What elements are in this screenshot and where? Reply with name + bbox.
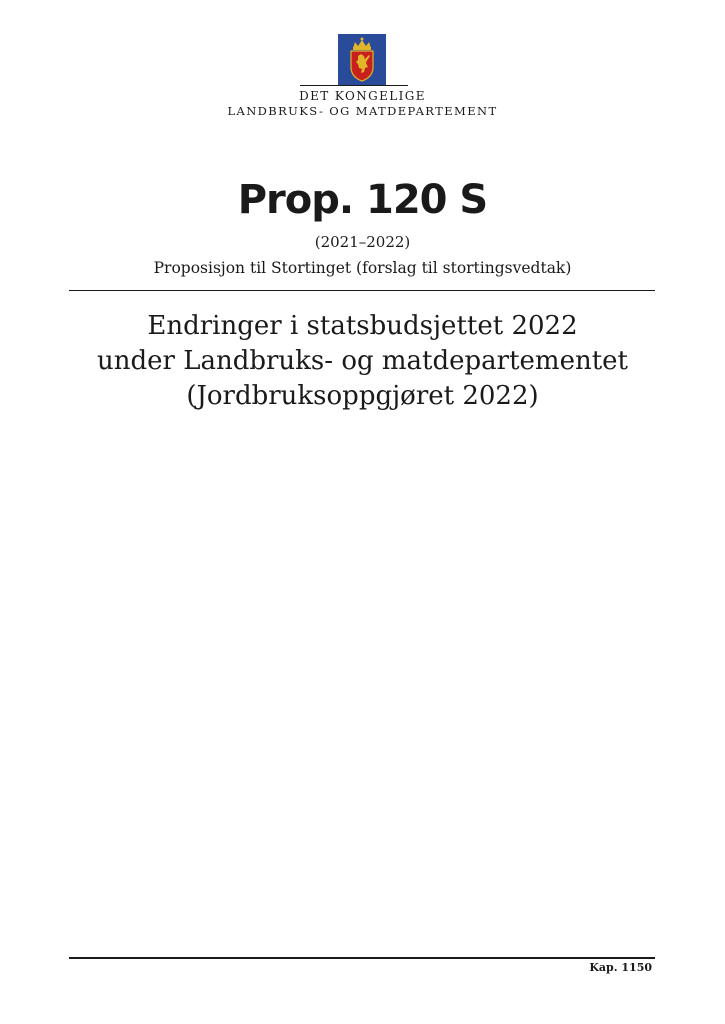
main-title-line1: Endringer i statsbudsjettet 2022 (147, 311, 578, 341)
norwegian-coat-of-arms-icon (338, 34, 386, 90)
proposition-subtitle: Proposisjon til Stortinget (forslag til stortingsvedtak) (153, 259, 572, 277)
department-name-line1: DET KONGELIGE (299, 89, 426, 103)
footer-divider (69, 957, 655, 959)
chapter-number: Kap. 1150 (589, 961, 652, 974)
main-title-line2: under Landbruks- og matdepartementet (96, 346, 628, 376)
proposition-title: Prop. 120 S (237, 177, 488, 223)
department-name-line2: LANDBRUKS- OG MATDEPARTEMENT (227, 104, 498, 118)
main-title-line3: (Jordbruksoppgjøret 2022) (186, 381, 539, 411)
main-title (60, 309, 665, 414)
title-divider (69, 290, 655, 291)
header-rule (300, 85, 408, 86)
session-years: (2021–2022) (314, 233, 411, 251)
